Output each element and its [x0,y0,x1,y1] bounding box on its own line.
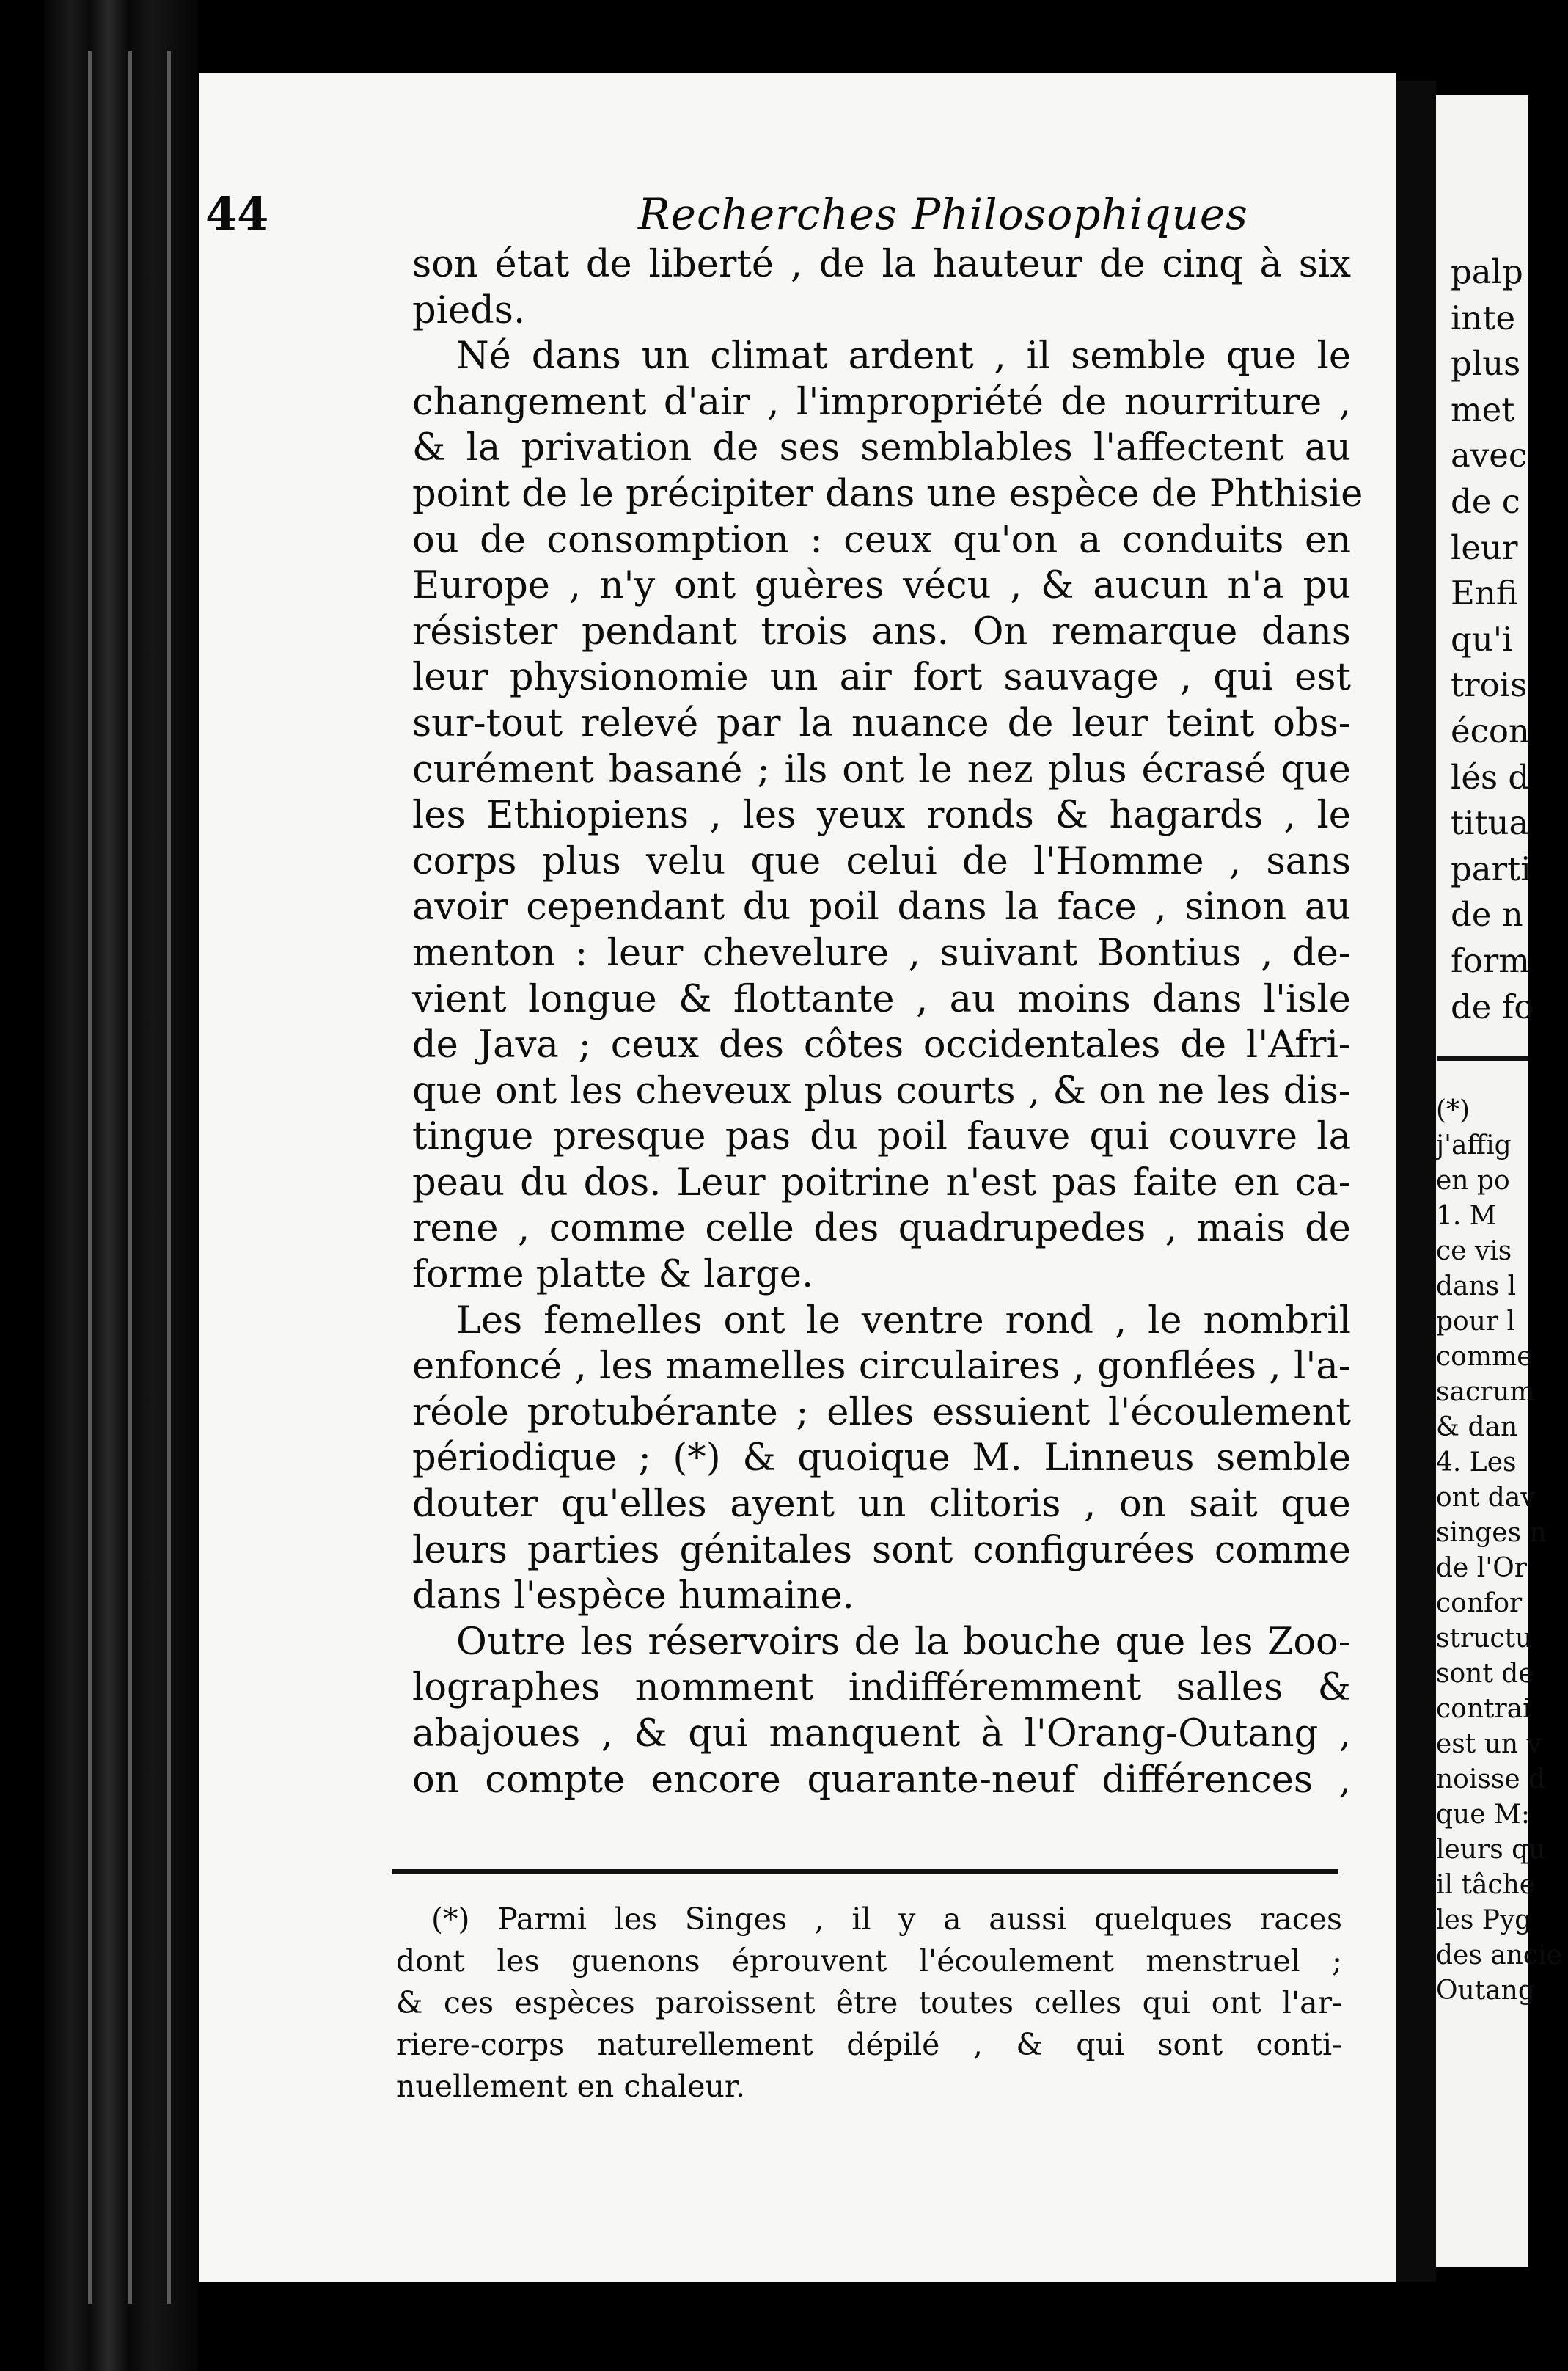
facing-note-line: confor [1436,1588,1523,1618]
facing-line: form [1451,940,1530,980]
text-line: enfoncé , les mamelles circulaires , gonflées , l'a- [412,1345,1351,1389]
text-line: vient longue & flottante , au moins dans l'isle [412,977,1351,1021]
text-line: avoir cependant du poil dans la face , sinon au [412,885,1351,929]
text-line: lographes nomment indifféremment salles & [412,1666,1351,1710]
text-line: corps plus velu que celui de l'Homme , sans [412,839,1351,883]
page-gutter [1396,81,1436,2282]
facing-line: parti [1451,849,1531,888]
footnote-divider [392,1869,1338,1874]
spine-edge-line [167,51,171,2304]
facing-note-line: 1. M [1436,1201,1497,1231]
text-line: Les femelles ont le ventre rond , le nombril [456,1298,1351,1342]
facing-note-line: contrai [1436,1694,1531,1724]
facing-note-line: sont de [1436,1659,1534,1689]
text-line: résister pendant trois ans. On remarque dans [412,610,1351,654]
facing-line: leur [1451,527,1518,567]
text-line: Né dans un climat ardent , il semble que le [456,335,1351,379]
text-line: de Java ; ceux des côtes occidentales de l'Afri- [412,1023,1351,1067]
facing-line: inte [1451,298,1516,337]
page-number: 44 [205,187,269,241]
facing-line: lés d [1451,757,1530,797]
footnote-line: nuellement en chaleur. [396,2069,746,2104]
facing-page-notes [1436,1093,1562,2009]
facing-note-line: les Pyg [1436,1905,1532,1935]
text-line: que ont les cheveux plus courts , & on ne les dis- [412,1069,1351,1113]
footnote-line: dont les guenons éprouvent l'écoulement menstruel ; [396,1943,1342,1979]
text-line: curément basané ; ils ont le nez plus écrasé que [412,748,1351,792]
text-line: menton : leur chevelure , suivant Bontius , de- [412,931,1351,975]
text-line: peau du dos. Leur poitrine n'est pas faite en ca- [412,1161,1351,1205]
facing-note-line: ce vis [1436,1236,1512,1266]
text-line: forme platte & large. [412,1253,814,1297]
facing-note-line: il tâche [1436,1870,1536,1900]
facing-note-line: singes n [1436,1518,1547,1548]
text-line: dans l'espèce humaine. [412,1574,854,1618]
text-line: abajoues , & qui manquent à l'Orang-Outang , [412,1712,1351,1756]
facing-note-line: & dan [1436,1412,1518,1442]
book-spine [44,0,198,2371]
facing-line: avec [1451,436,1528,475]
facing-note-line: que M: [1436,1800,1530,1830]
facing-note-line: leurs qu [1436,1835,1546,1865]
facing-note-line: comme [1436,1342,1533,1372]
spine-edge-line [128,51,132,2304]
footnote [396,1899,1342,2108]
text-line: pieds. [412,288,526,332]
facing-line: palp [1451,252,1523,291]
text-line: ou de consomption : ceux qu'on a conduits en [412,518,1351,562]
text-line: point de le précipiter dans une espèce de Phthisie [412,472,1363,516]
facing-note-line: j'affig [1436,1130,1512,1161]
facing-note-line: est un v [1436,1729,1542,1759]
text-line: douter qu'elles ayent un clitoris , on sait que [412,1483,1351,1527]
facing-line: écon [1451,711,1530,750]
facing-note-line: structu [1436,1623,1533,1654]
text-line: périodique ; (*) & quoique M. Linneus semble [412,1436,1351,1480]
facing-line: de n [1451,895,1523,935]
text-line: son état de liberté , de la hauteur de cinq à six [412,243,1351,286]
text-line: Europe , n'y ont guères vécu , & aucun n'a pu [412,564,1351,608]
facing-note-line: des ancie [1436,1940,1562,1970]
text-line: Outre les réservoirs de la bouche que les Zoo- [456,1620,1351,1664]
facing-note-line: en po [1436,1166,1510,1196]
main-text [412,242,1363,1803]
text-line: tingue presque pas du poil fauve qui couvre la [412,1115,1351,1159]
facing-line: qu'i [1451,619,1513,659]
facing-note-line: noisse d [1436,1764,1546,1794]
text-line: sur-tout relevé par la nuance de leur teint obs- [412,701,1351,745]
facing-line: trois [1451,665,1528,705]
facing-note-line: pour l [1436,1307,1516,1337]
facing-note-line: sacrum [1436,1377,1535,1407]
facing-line: titua [1451,803,1529,843]
text-line: rene , comme celle des quadrupedes , mais de [412,1207,1351,1251]
text-line: réole protubérante ; elles essuient l'écoulement [412,1390,1351,1434]
text-line: leur physionomie un air fort sauvage , qui est [412,656,1351,700]
facing-line: de fo [1451,987,1534,1026]
facing-page-text [1451,249,1568,1030]
text-line: les Ethiopiens , les yeux ronds & hagards , le [412,794,1351,838]
facing-note-line: ont dav [1436,1483,1536,1513]
facing-note-line: Outang [1436,1976,1535,2006]
text-line: on compte encore quarante-neuf différences , [412,1758,1351,1802]
footnote-line: riere-corps naturellement dépilé , & qui sont conti- [396,2027,1342,2062]
facing-line: de c [1451,481,1520,521]
facing-line: plus [1451,344,1521,384]
facing-line: met [1451,390,1515,429]
footnote-line: (*) Parmi les Singes , il y a aussi quelques races [431,1901,1342,1937]
facing-note-line: de l'Or [1436,1553,1527,1583]
text-line: & la privation de ses semblables l'affectent au [412,426,1351,470]
facing-line: Enfi [1451,574,1518,613]
facing-note-line: 4. Les [1436,1447,1517,1477]
text-line: changement d'air , l'impropriété de nourriture , [412,380,1351,424]
text-line: leurs parties génitales sont configurées comme [412,1528,1351,1572]
footnote-line: & ces espèces paroissent être toutes celles qui ont l'ar- [396,1985,1342,2020]
running-title: Recherches Philosophiques [638,189,1248,239]
spine-edge-line [88,51,92,2304]
facing-note-line: dans l [1436,1271,1517,1301]
facing-note-line: (*) [1436,1095,1470,1125]
facing-footnote-divider [1437,1056,1528,1061]
